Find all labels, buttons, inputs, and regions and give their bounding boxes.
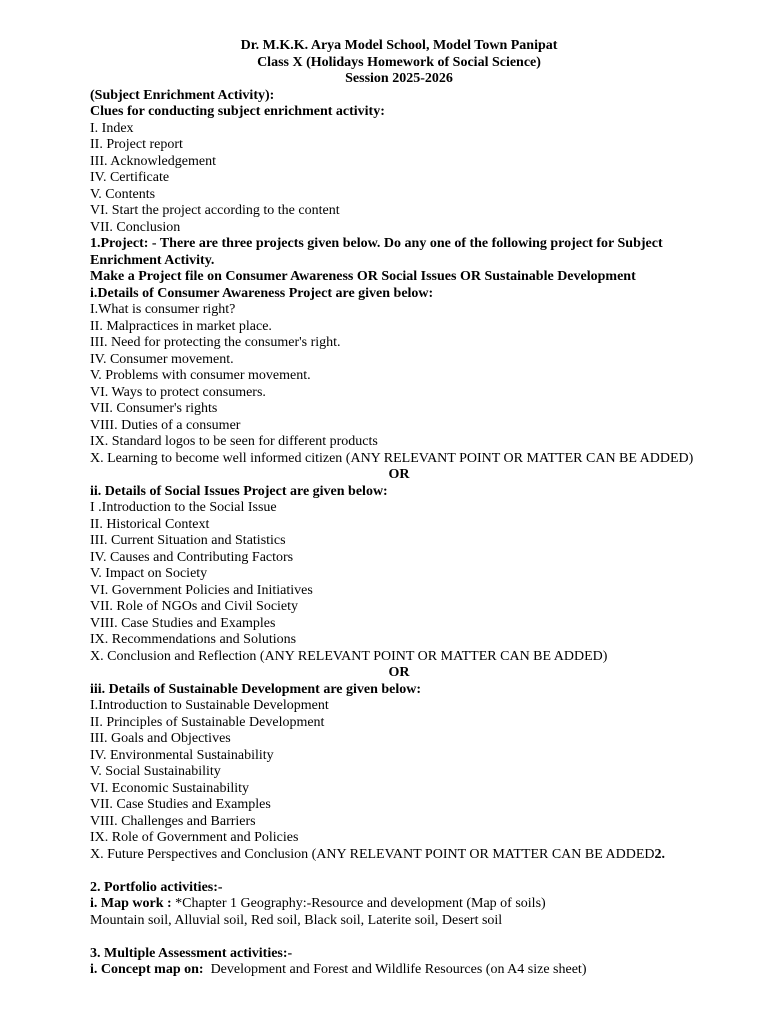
spacer (90, 929, 708, 946)
list-item-bold-tail: 2. (654, 846, 666, 862)
school-name: Dr. M.K.K. Arya Model School, Model Town Panipat (240, 38, 558, 53)
list-item: VI. Economic Sustainability (90, 780, 250, 796)
list-item: V. Social Sustainability (90, 764, 221, 779)
consumer-project-heading: i.Details of Consumer Awareness Project are given below: (90, 285, 434, 301)
or-separator: OR (388, 665, 410, 680)
map-work-text: *Chapter 1 Geography:-Resource and development (Map of soils) (171, 896, 546, 911)
class-title: Class X (Holidays Homework of Social Science) (257, 54, 541, 70)
sustainable-project-list (90, 698, 708, 863)
map-work-label: i. Map work : (90, 896, 172, 911)
spacer (90, 863, 708, 880)
list-item: I.Introduction to Sustainable Development (90, 698, 329, 713)
list-item: IX. Standard logos to be seen for different products (90, 434, 378, 449)
list-item: X. Learning to become well informed citizen (ANY RELEVANT POINT OR MATTER CAN BE ADDED) (90, 450, 694, 466)
portfolio-heading: 2. Portfolio activities:- (90, 879, 223, 895)
sustainable-project-heading: iii. Details of Sustainable Development are given below: (90, 681, 422, 697)
list-item: VIII. Duties of a consumer (90, 417, 241, 433)
list-item: II. Historical Context (90, 516, 210, 532)
list-item: VII. Role of NGOs and Civil Society (90, 599, 299, 614)
list-item (90, 847, 708, 864)
social-project-heading: ii. Details of Social Issues Project are given below: (90, 483, 388, 499)
project-heading: 1.Project: - There are three projects given below. Do any one of the following project for Subject Enrichment Activity. (90, 236, 663, 268)
list-item: VII. Case Studies and Examples (90, 797, 271, 812)
clues-list (90, 121, 708, 237)
assessment-heading: 3. Multiple Assessment activities:- (90, 945, 293, 961)
list-item: V. Impact on Society (90, 566, 208, 581)
list-item: I.What is consumer right? (90, 302, 236, 317)
section-heading-enrichment: (Subject Enrichment Activity): (90, 87, 275, 103)
social-project-list (90, 500, 708, 665)
list-item: IV. Causes and Contributing Factors (90, 549, 294, 565)
project-instruction: Make a Project file on Consumer Awareness OR Social Issues OR Sustainable Development (90, 269, 636, 284)
consumer-project-list (90, 302, 708, 467)
list-item: VI. Ways to protect consumers. (90, 384, 266, 400)
map-work-line (90, 896, 708, 913)
concept-map-label: i. Concept map on: (90, 962, 204, 977)
clues-heading: Clues for conducting subject enrichment activity: (90, 104, 385, 119)
list-item: III. Current Situation and Statistics (90, 533, 286, 548)
list-item: III. Need for protecting the consumer's right. (90, 335, 341, 350)
list-item: II. Malpractices in market place. (90, 318, 272, 334)
list-item: III. Goals and Objectives (90, 731, 231, 746)
list-item: VII. Consumer's rights (90, 401, 218, 416)
session-title: Session 2025-2026 (345, 71, 453, 86)
list-item: VIII. Case Studies and Examples (90, 615, 276, 631)
list-item: X. Conclusion and Reflection (ANY RELEVANT POINT OR MATTER CAN BE ADDED) (90, 648, 608, 664)
list-item: VIII. Challenges and Barriers (90, 813, 256, 829)
list-item: V. Problems with consumer movement. (90, 368, 311, 383)
soils-list: Mountain soil, Alluvial soil, Red soil, Black soil, Laterite soil, Desert soil (90, 912, 503, 928)
list-item: I .Introduction to the Social Issue (90, 500, 277, 515)
list-item: II. Project report (90, 137, 183, 152)
or-separator: OR (388, 467, 410, 482)
list-item: VI. Start the project according to the content (90, 203, 340, 218)
list-item: VI. Government Policies and Initiatives (90, 582, 313, 598)
document-header (90, 38, 708, 88)
list-item: III. Acknowledgement (90, 153, 216, 169)
concept-map-line (90, 962, 708, 979)
list-item: IV. Environmental Sustainability (90, 747, 274, 763)
list-item: IV. Consumer movement. (90, 351, 234, 367)
list-item: V. Contents (90, 186, 156, 202)
list-item-text: X. Future Perspectives and Conclusion (ANY RELEVANT POINT OR MATTER CAN BE ADDED (90, 846, 655, 862)
concept-map-text: Development and Forest and Wildlife Resources (on A4 size sheet) (203, 962, 587, 977)
list-item: IX. Recommendations and Solutions (90, 632, 297, 647)
list-item: IX. Role of Government and Policies (90, 830, 299, 845)
list-item: I. Index (90, 120, 134, 136)
list-item: VII. Conclusion (90, 219, 181, 235)
list-item: II. Principles of Sustainable Development (90, 714, 325, 730)
list-item: IV. Certificate (90, 170, 170, 185)
